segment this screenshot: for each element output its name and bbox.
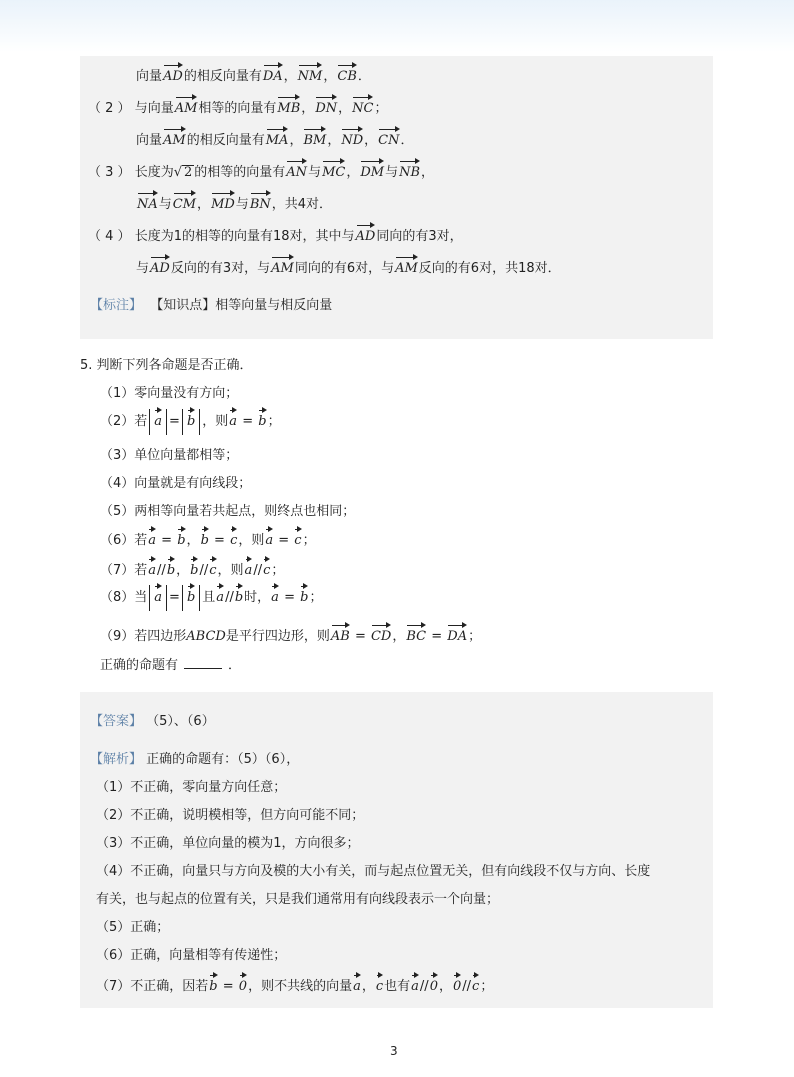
q5-item-9: （9）若四边形ABCD是平行四边形，则AB = CD，BC = DA； <box>100 624 481 647</box>
q4-line-1: 向量AD的相反向量有DA，NM，CB． <box>136 64 371 87</box>
q4-line-5: NA与CM，MD与BN，共4对． <box>136 192 332 215</box>
answer-box-q5 <box>80 692 713 1008</box>
q5-item-1: （1）零向量没有方向； <box>100 386 239 401</box>
analysis-item-1: （1）不正确，零向量方向任意； <box>96 780 287 795</box>
analysis-item-3: （3）不正确，单位向量的模为1，方向很多； <box>96 836 360 851</box>
q5-item-5: （5）两相等向量若共起点，则终点也相同； <box>100 504 356 519</box>
analysis-item-6: （6）正确，向量相等有传递性； <box>96 948 287 963</box>
q5-item-4: （4）向量就是有向线段； <box>100 476 252 491</box>
q5-title: 5. 判断下列各命题是否正确． <box>80 358 253 373</box>
analysis-line: 【解析】 正确的命题有：（5）（6）， <box>90 752 300 767</box>
q4-line-4: （ 3 ） 长度为√ 2 的相等的向量有AN与MC，DM与NB， <box>88 160 434 183</box>
analysis-item-4a: （4）不正确，向量只与方向及模的大小有关，而与起点位置无关，但有向线段不仅与方向、长度 <box>96 864 651 879</box>
q5-fill-line: 正确的命题有 ． <box>100 658 242 673</box>
q4-line-3: 向量AM的相反向量有MA，BM，ND，CN． <box>136 128 414 151</box>
solution-box-q4 <box>80 56 713 339</box>
page-header-band <box>0 0 794 52</box>
answer-line <box>90 712 215 732</box>
analysis-item-5: （5）正确； <box>96 920 170 935</box>
answer-tag: 【答案】 <box>90 714 143 729</box>
note-text: 【知识点】相等向量与相反向量 <box>150 298 333 313</box>
q5-item-7: （7）若a//b，b//c，则a//c； <box>100 558 284 581</box>
answer-value: （5）、（6） <box>146 714 215 729</box>
analysis-item-7: （7）不正确，因若b = 0，则不共线的向量a，c也有a//0，0//c； <box>96 974 493 997</box>
analysis-item-2: （2）不正确，说明模相等，但方向可能不同； <box>96 808 365 823</box>
q5-item-2: （2）若 a = b ，则a = b； <box>100 408 281 436</box>
note-tag: 【标注】 <box>90 298 143 313</box>
answer-blank <box>184 656 222 669</box>
analysis-item-4b: 有关，也与起点的位置有关，只是我们通常用有向线段表示一个向量； <box>96 892 500 907</box>
q4-line-7: 与AD反向的有3对，与AM同向的有6对，与AM反向的有6对，共18对． <box>136 256 561 279</box>
q5-item-6: （6）若a = b，b = c，则a = c； <box>100 528 316 551</box>
q5-item-8: （8）当 a = b 且a//b时，a = b； <box>100 584 322 612</box>
q4-line-2: （ 2 ） 与向量AM相等的向量有MB，DN，NC； <box>88 96 387 119</box>
q4-line-6: （ 4 ） 长度为1的相等的向量有18对，其中与AD同向的有3对， <box>88 224 463 247</box>
analysis-tag: 【解析】 <box>90 752 143 767</box>
q5-item-3: （3）单位向量都相等； <box>100 448 239 463</box>
page-number: 3 <box>390 1044 398 1058</box>
q4-note <box>90 296 332 316</box>
